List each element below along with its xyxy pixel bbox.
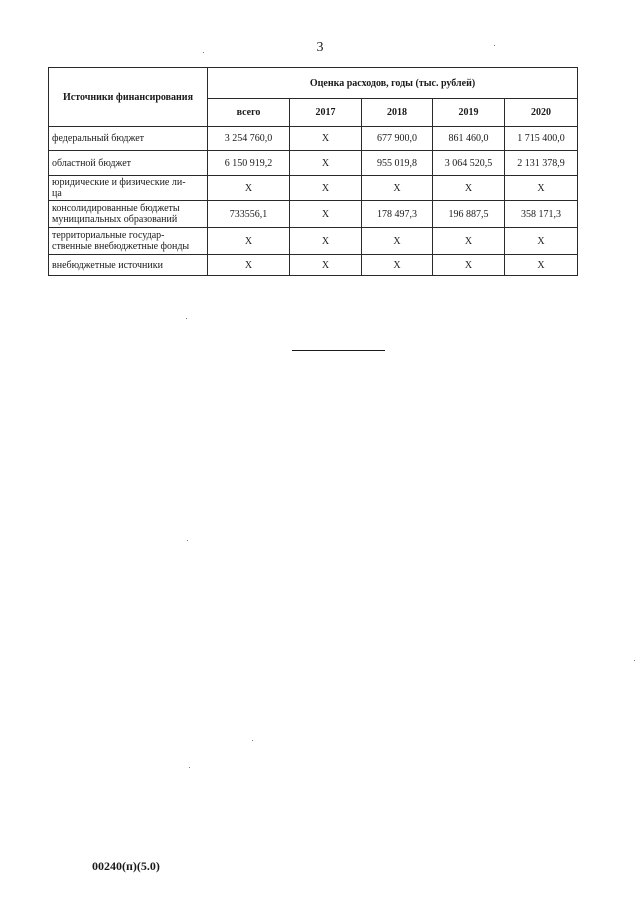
column-header-2018: 2018 xyxy=(362,99,433,127)
cell-2020: 358 171,3 xyxy=(505,201,578,228)
row-label: территориальные государ- ственные внебюджетные фонды xyxy=(49,228,208,255)
row-label: областной бюджет xyxy=(49,151,208,176)
cell-2018: 955 019,8 xyxy=(362,151,433,176)
cell-2017: X xyxy=(290,127,362,151)
column-header-2020: 2020 xyxy=(505,99,578,127)
cell-2020: X xyxy=(505,176,578,201)
cell-2017: X xyxy=(290,228,362,255)
cell-2017: X xyxy=(290,176,362,201)
cell-2017: X xyxy=(290,201,362,228)
header-expense-estimate: Оценка расходов, годы (тыс. рублей) xyxy=(208,68,578,99)
table-row-federal-budget xyxy=(49,127,578,151)
scan-speck xyxy=(494,45,495,46)
cell-2018: 178 497,3 xyxy=(362,201,433,228)
cell-2020: 1 715 400,0 xyxy=(505,127,578,151)
scan-speck xyxy=(187,540,188,541)
cell-2018: 677 900,0 xyxy=(362,127,433,151)
cell-total: 733556,1 xyxy=(208,201,290,228)
row-label: внебюджетные источники xyxy=(49,255,208,276)
cell-2020: X xyxy=(505,228,578,255)
cell-2019: 861 460,0 xyxy=(433,127,505,151)
cell-2020: 2 131 378,9 xyxy=(505,151,578,176)
cell-total: X xyxy=(208,176,290,201)
document-code: 00240(п)(5.0) xyxy=(92,859,160,873)
page-number: 3 xyxy=(316,40,324,55)
header-financing-sources: Источники финансирования xyxy=(49,68,208,127)
financing-table xyxy=(48,67,578,276)
cell-2018: X xyxy=(362,176,433,201)
cell-2019: X xyxy=(433,255,505,276)
table-row-extrabudgetary xyxy=(49,255,578,276)
table-row-territorial-funds xyxy=(49,228,578,255)
row-label: юридические и физические ли- ца xyxy=(49,176,208,201)
cell-total: 6 150 919,2 xyxy=(208,151,290,176)
cell-2019: 196 887,5 xyxy=(433,201,505,228)
cell-2019: X xyxy=(433,176,505,201)
column-header-total: всего xyxy=(208,99,290,127)
cell-2018: X xyxy=(362,228,433,255)
scan-speck xyxy=(186,318,187,319)
column-header-2017: 2017 xyxy=(290,99,362,127)
scan-speck xyxy=(203,52,204,53)
cell-total: X xyxy=(208,228,290,255)
table-row-municipal-budgets xyxy=(49,201,578,228)
cell-2018: X xyxy=(362,255,433,276)
table-row-legal-individuals xyxy=(49,176,578,201)
scan-speck xyxy=(189,767,190,768)
divider-line xyxy=(292,350,385,351)
column-header-2019: 2019 xyxy=(433,99,505,127)
cell-2017: X xyxy=(290,151,362,176)
cell-2019: 3 064 520,5 xyxy=(433,151,505,176)
cell-2017: X xyxy=(290,255,362,276)
table-row-regional-budget xyxy=(49,151,578,176)
cell-total: 3 254 760,0 xyxy=(208,127,290,151)
row-label: консолидированные бюджеты муниципальных образований xyxy=(49,201,208,228)
cell-2020: X xyxy=(505,255,578,276)
cell-total: X xyxy=(208,255,290,276)
cell-2019: X xyxy=(433,228,505,255)
scan-speck xyxy=(252,740,253,741)
scan-speck xyxy=(634,660,635,661)
row-label: федеральный бюджет xyxy=(49,127,208,151)
